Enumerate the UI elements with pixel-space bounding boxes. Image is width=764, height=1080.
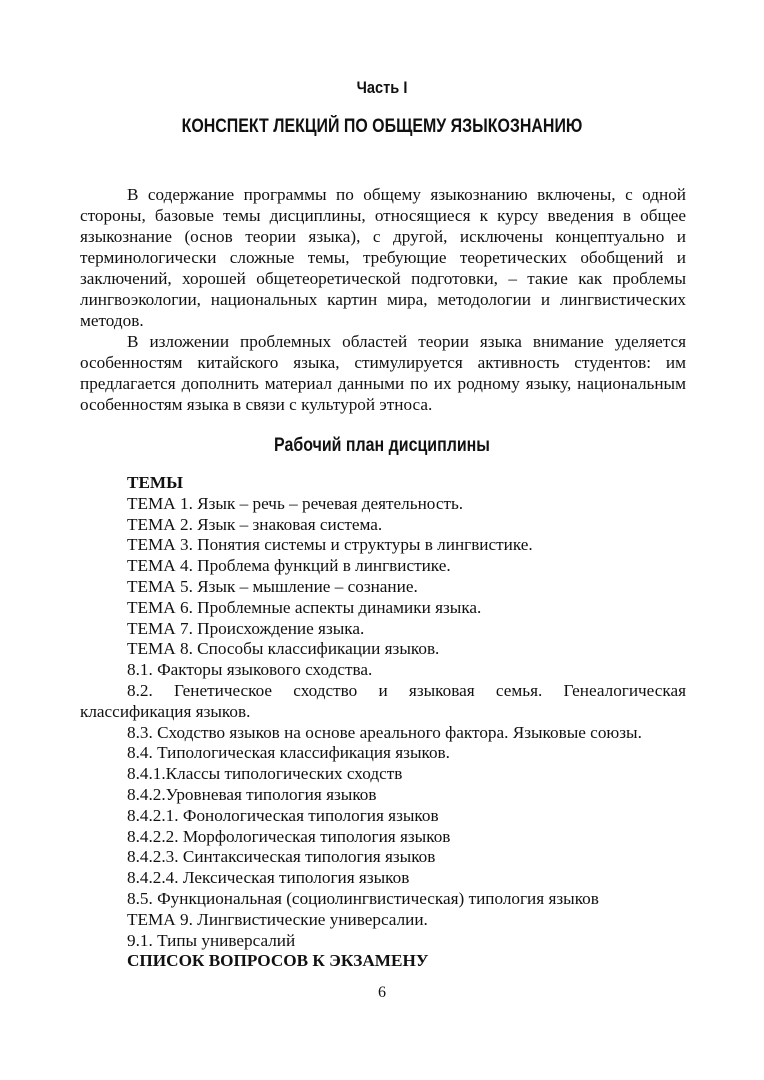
subtopic-item: 8.4.2.Уровневая типология языков (127, 784, 377, 804)
topic-item: ТЕМА 4. Проблема функций в лингвистике. (127, 556, 451, 576)
subtopic-item: 8.1. Факторы языкового сходства. (127, 660, 373, 680)
topic-item: ТЕМА 3. Понятия системы и структуры в лингвистике. (127, 535, 533, 555)
topic-item: ТЕМА 8. Способы классификации языков. (127, 639, 440, 659)
lecture-notes-title: КОНСПЕКТ ЛЕКЦИЙ ПО ОБЩЕМУ ЯЗЫКОЗНАНИЮ (181, 116, 583, 137)
topic-item: ТЕМА 5. Язык – мышление – сознание. (127, 576, 418, 596)
subtopic-item: 8.4. Типологическая классификация языков. (127, 743, 450, 763)
topic-item: ТЕМА 1. Язык – речь – речевая деятельность. (127, 493, 464, 513)
subtopic-item: 8.5. Функциональная (социолингвистическая) типология языков (127, 888, 599, 908)
topics-heading: ТЕМЫ (127, 473, 184, 492)
subtopic-item: 9.1. Типы универсалий (127, 930, 296, 950)
subtopic-item: 8.3. Сходство языков на основе ареального фактора. Языковые союзы. (127, 722, 642, 742)
topic-item: ТЕМА 6. Проблемные аспекты динамики языка. (127, 597, 482, 617)
intro-section (80, 184, 686, 415)
topic-item: ТЕМА 2. Язык – знаковая система. (127, 514, 383, 534)
page-number: 6 (378, 984, 386, 1001)
intro-paragraph: В изложении проблемных областей теории языка внимание уделяется особенностям китайского языка, стимулируется активность студентов: им предлагается дополнить материал данными по их родному языку, национальным особенностям языка в связи с культурой этноса. (80, 332, 686, 414)
topics-list (80, 473, 686, 972)
subtopic-item: 8.4.2.3. Синтаксическая типология языков (127, 847, 436, 867)
subtopic-item: 8.4.1.Классы типологических сходств (127, 764, 403, 784)
work-plan-title: Рабочий план дисциплины (274, 435, 490, 456)
topic-item: ТЕМА 9. Лингвистические универсалии. (127, 909, 428, 929)
topic-item: ТЕМА 7. Происхождение языка. (127, 618, 365, 638)
subtopic-item: 8.4.2.2. Морфологическая типология языков (127, 826, 451, 846)
part-title: Часть I (356, 78, 408, 97)
subtopic-item: 8.4.2.4. Лексическая типология языков (127, 868, 410, 888)
subtopic-item: 8.2. Генетическое сходство и языковая семья. Генеалогическая классификация языков. (80, 680, 686, 721)
subtopic-item: 8.4.2.1. Фонологическая типология языков (127, 805, 439, 825)
intro-paragraph: В содержание программы по общему языкознанию включены, с одной стороны, базовые темы дисциплины, относящиеся к курсу введения в общее языкознание (основ теории языка), с другой, исключены концептуально и терминологически сложные темы, требующие теоретических обобщений и заключений, хорошей общетеоретической подготовки, – такие как проблемы лингвоэкологии, национальных картин мира, методологии и лингвистических методов. (80, 185, 686, 330)
exam-questions-heading: СПИСОК ВОПРОСОВ К ЭКЗАМЕНУ (127, 951, 429, 971)
